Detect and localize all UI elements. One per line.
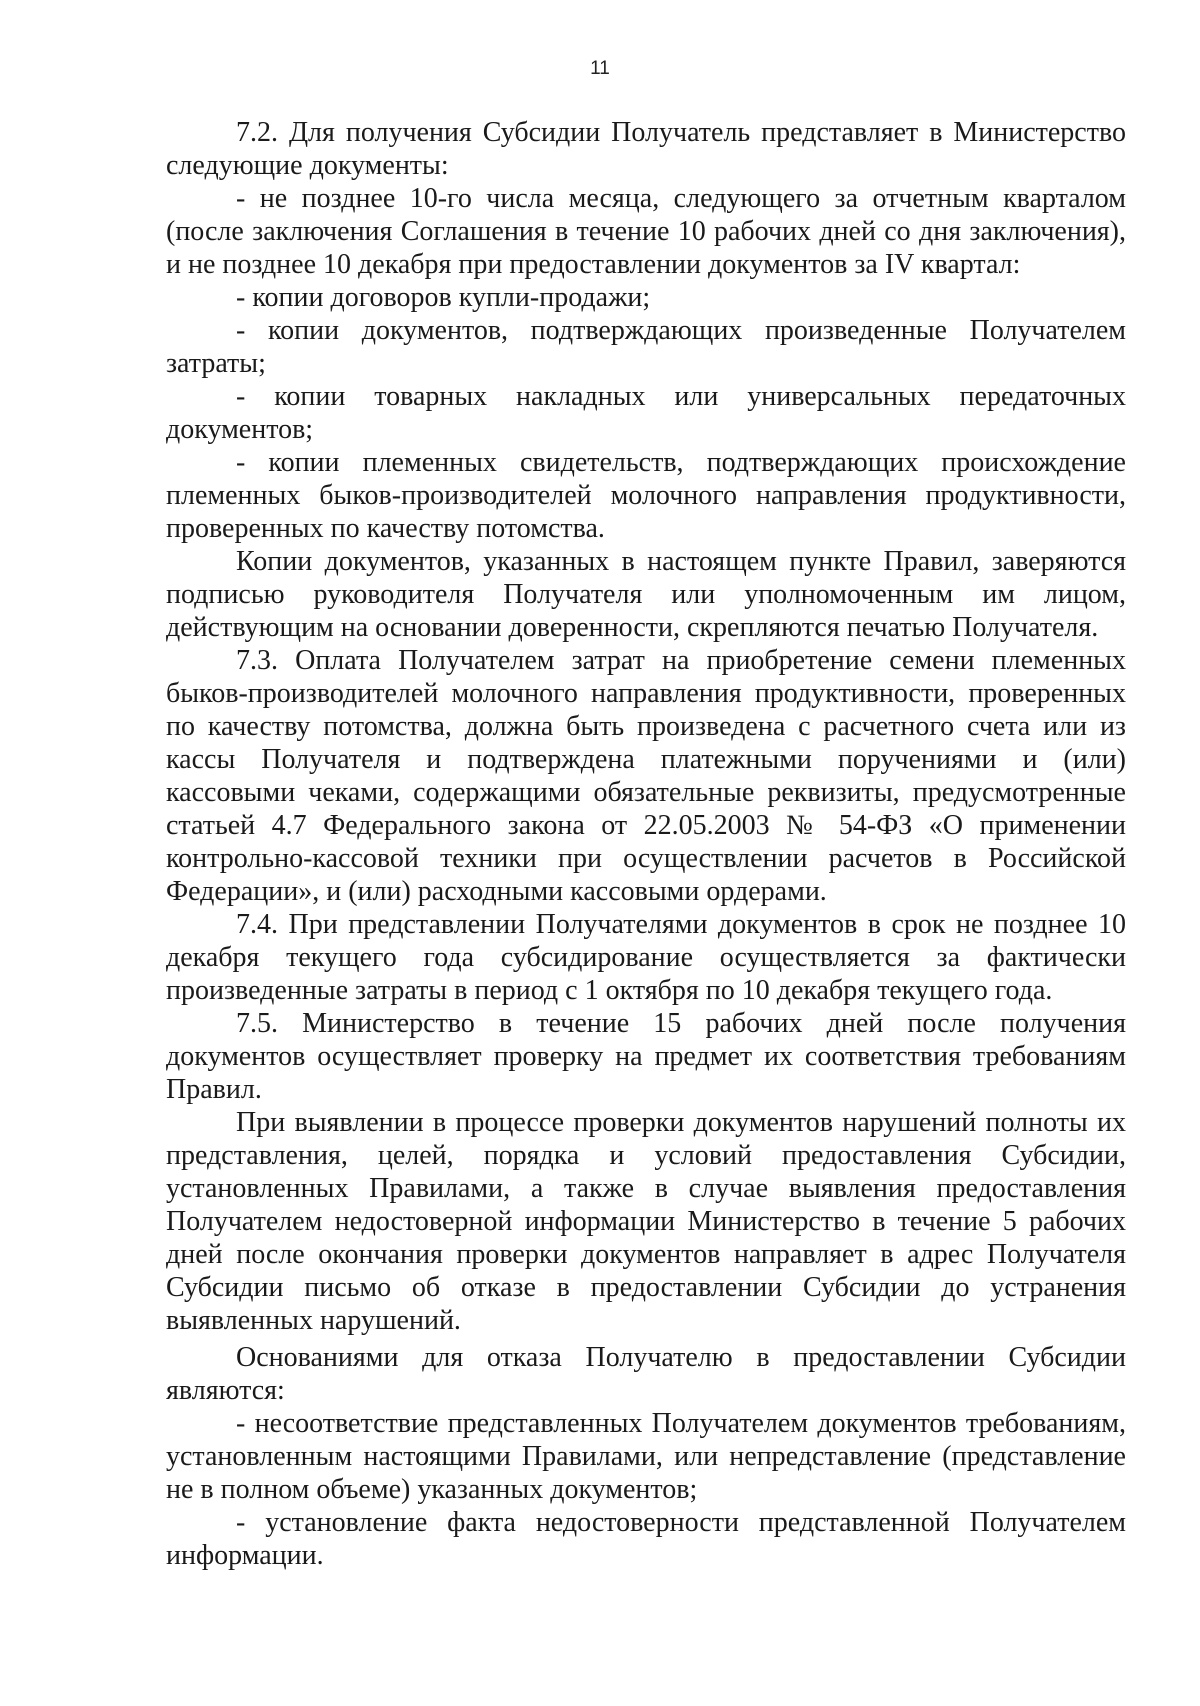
- paragraph-7-2: 7.2. Для получения Субсидии Получатель представляет в Министерство следующие документы:: [166, 117, 1126, 181]
- paragraph-certification: Копии документов, указанных в настоящем пункте Правил, заверяются подписью руководителя Получателя или уполномоченным им лицом, действующим на основании доверенности, скрепляются печатью Получателя.: [166, 546, 1126, 643]
- paragraph-deadline: - не позднее 10-го числа месяца, следующего за отчетным кварталом (после заключения Соглашения в течение 10 рабочих дней со дня заключения), и не позднее 10 декабря при предоставлении документов за IV квартал:: [166, 183, 1126, 280]
- list-item-waybills: - копии товарных накладных или универсальных передаточных документов;: [166, 381, 1126, 445]
- list-item-nonconformity: - несоответствие представленных Получателем документов требованиям, установленным настоящими Правилами, или непредставление (представление не в полном объеме) указанных документов;: [166, 1408, 1126, 1505]
- paragraph-refusal-grounds: Основаниями для отказа Получателю в предоставлении Субсидии являются:: [166, 1342, 1126, 1406]
- list-item-breeding-certificates: - копии племенных свидетельств, подтверждающих происхождение племенных быков-производителей молочного направления продуктивности, проверенных по качеству потомства.: [166, 447, 1126, 544]
- document-body: [166, 116, 1126, 1572]
- list-item-sale-contracts: - копии договоров купли-продажи;: [236, 282, 651, 313]
- paragraph-7-5: 7.5. Министерство в течение 15 рабочих дней после получения документов осуществляет проверку на предмет их соответствия требованиям Правил.: [166, 1008, 1126, 1105]
- paragraph-violations: При выявлении в процессе проверки документов нарушений полноты их представления, целей, порядка и условий предоставления Субсидии, установленных Правилами, а также в случае выявления предоставления Получателем недостоверной информации Министерство в течение 5 рабочих дней после окончания проверки документов направляет в адрес Получателя Субсидии письмо об отказе в предоставлении Субсидии до устранения выявленных нарушений.: [166, 1107, 1126, 1336]
- paragraph-7-3: 7.3. Оплата Получателем затрат на приобретение семени племенных быков-производителей молочного направления продуктивности, проверенных по качеству потомства, должна быть произведена с расчетного счета или из кассы Получателя и подтверждена платежными поручениями и (или) кассовыми чеками, содержащими обязательные реквизиты, предусмотренные статьей 4.7 Федерального закона от 22.05.2003 № 54-ФЗ «О применении контрольно-кассовой техники при осуществлении расчетов в Российской Федерации», и (или) расходными кассовыми ордерами.: [166, 645, 1126, 907]
- list-item-expense-documents: - копии документов, подтверждающих произведенные Получателем затраты;: [166, 315, 1126, 379]
- page-number: 11: [590, 58, 610, 79]
- list-item-false-information: - установление факта недостоверности представленной Получателем информации.: [166, 1507, 1126, 1571]
- paragraph-7-4: 7.4. При представлении Получателями документов в срок не позднее 10 декабря текущего года субсидирование осуществляется за фактически произведенные затраты в период с 1 октября по 10 декабря текущего года.: [166, 909, 1126, 1006]
